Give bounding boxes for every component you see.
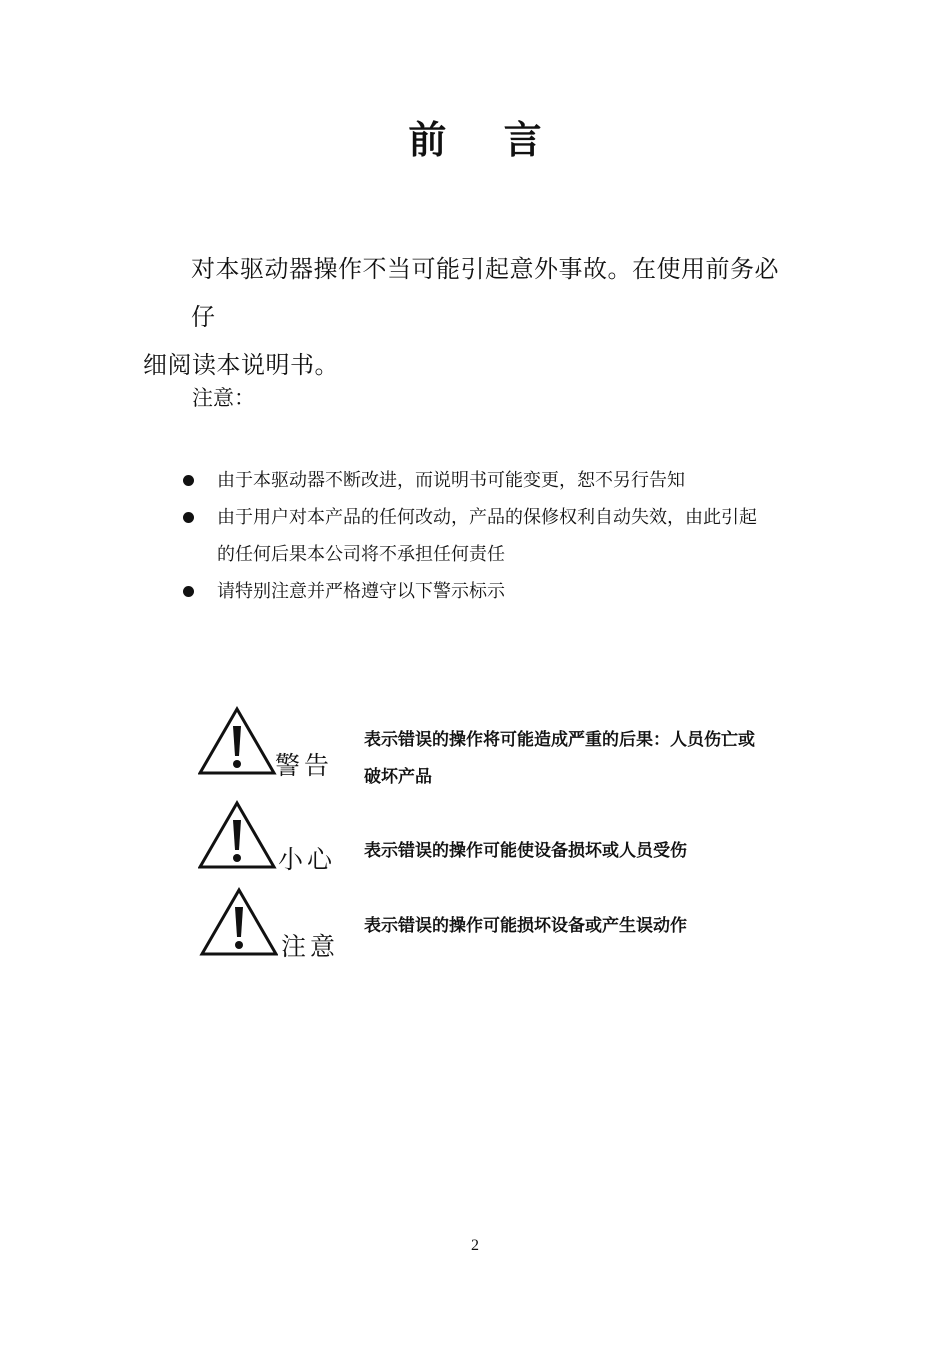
notice-heading: 注意： [192,386,255,410]
intro-line-1: 对本驱动器操作不当可能引起意外事故。在使用前务必仔 [191,255,779,331]
warning-desc-line: 表示错误的操作将可能造成严重的后果：人员伤亡或 [364,730,755,750]
warning-desc-line: 表示错误的操作可能损坏设备或产生误动作 [364,916,687,936]
page-number: 2 [471,1237,479,1254]
notice-bullet-list [180,462,820,610]
warning-desc-line: 表示错误的操作可能使设备损坏或人员受伤 [364,841,687,861]
list-item [180,462,820,499]
bullet-dot-icon [183,512,194,523]
intro-paragraph [143,245,803,389]
bullet-text: 由于用户对本产品的任何改动，产品的保修权利自动失效，由此引起 [217,507,757,528]
bullet-dot-icon [183,586,194,597]
warning-desc-notice [364,908,824,945]
warning-triangle-icon [198,800,278,872]
list-item [180,499,820,536]
warning-triangle-icon [198,887,278,959]
warning-desc-caution [364,833,824,870]
warning-label-caution: 小心 [278,845,337,874]
bullet-text: 由于本驱动器不断改进，而说明书可能变更，恕不另行告知 [217,470,685,491]
warning-label-notice: 注意 [281,932,340,961]
warning-desc-line: 破坏产品 [364,767,432,787]
bullet-text: 的任何后果本公司将不承担任何责任 [217,544,505,565]
warning-triangle-icon [198,706,278,778]
warning-label-danger: 警告 [275,751,334,780]
warning-desc-danger [364,722,824,796]
page-title: 前 言 [408,118,564,162]
list-item-continuation [180,536,820,573]
intro-line-2: 细阅读本说明书。 [143,351,339,379]
bullet-dot-icon [183,475,194,486]
bullet-text: 请特别注意并严格遵守以下警示标示 [217,581,505,602]
list-item [180,573,820,610]
